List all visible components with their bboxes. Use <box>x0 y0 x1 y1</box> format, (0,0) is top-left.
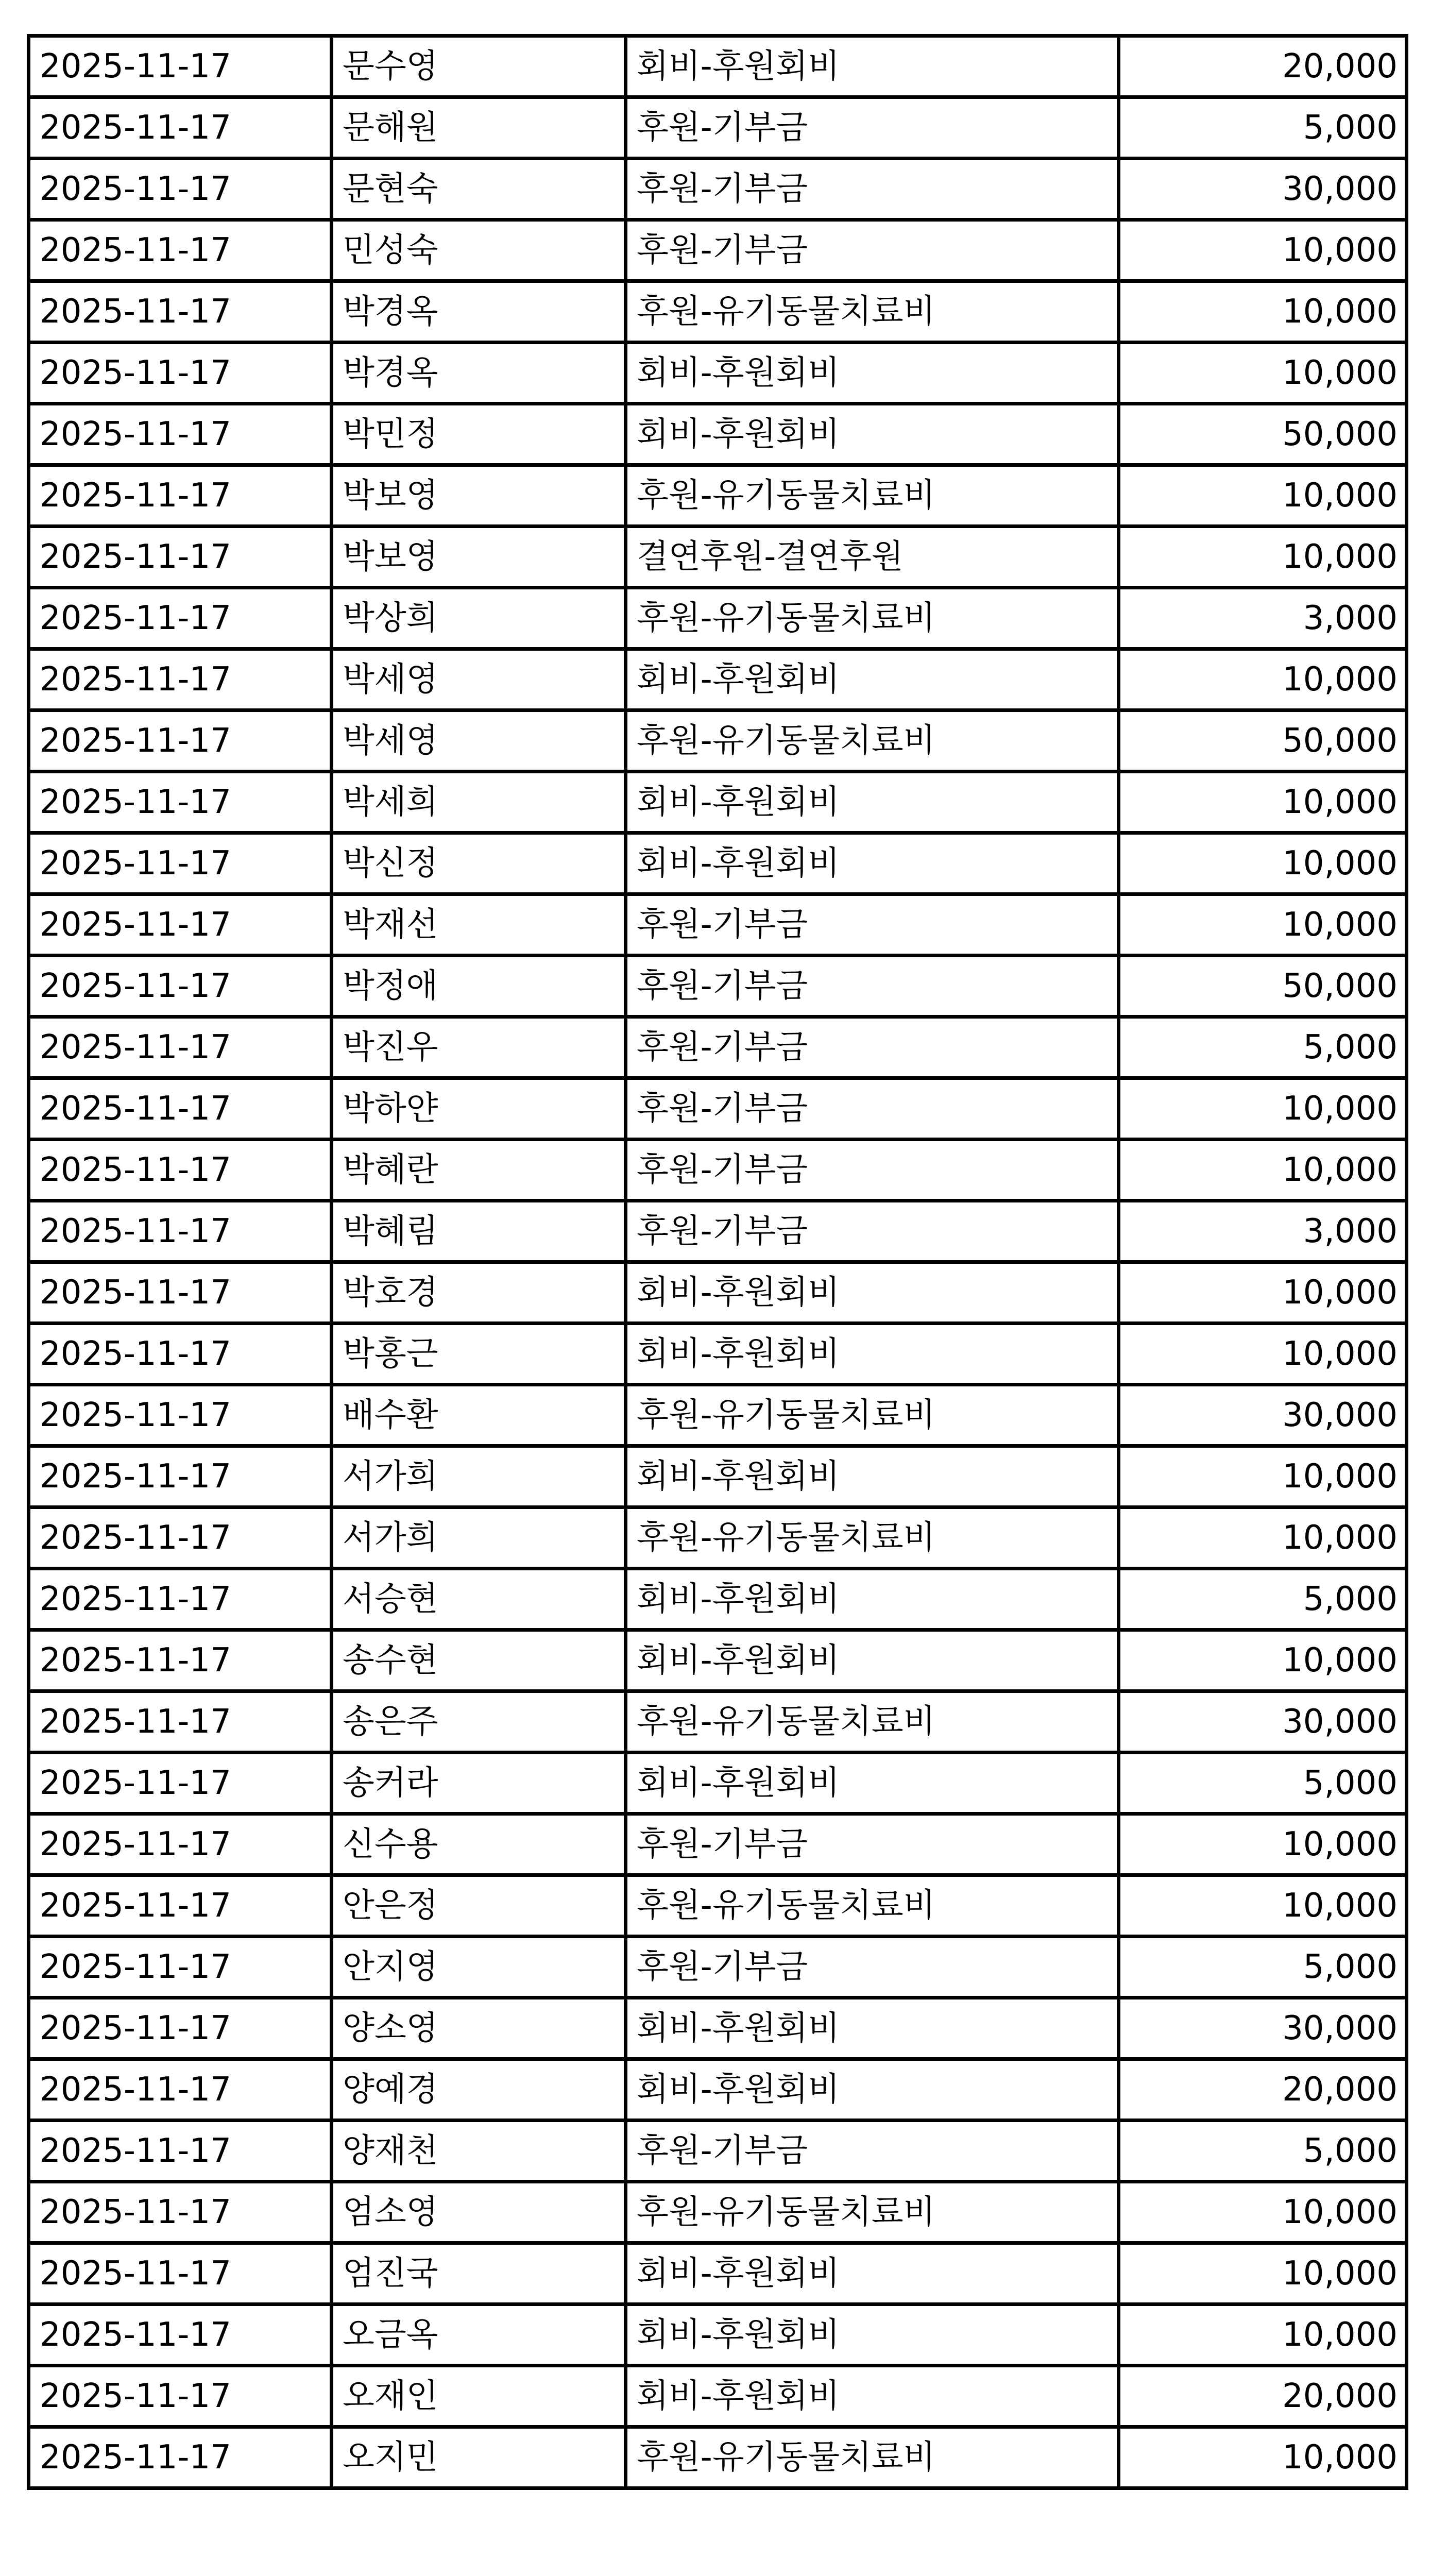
donor-name-cell: 민성숙 <box>332 220 626 281</box>
amount-cell: 10,000 <box>1119 527 1407 588</box>
amount-cell: 10,000 <box>1119 1078 1407 1140</box>
donor-name-cell: 박상희 <box>332 588 626 649</box>
date-cell: 2025-11-17 <box>29 649 332 710</box>
amount-cell: 3,000 <box>1119 1201 1407 1262</box>
category-cell: 회비-후원회비 <box>626 1753 1119 1814</box>
amount-cell: 10,000 <box>1119 649 1407 710</box>
category-cell: 후원-기부금 <box>626 159 1119 220</box>
amount-cell: 10,000 <box>1119 2243 1407 2304</box>
donor-name-cell: 박정애 <box>332 956 626 1017</box>
date-cell: 2025-11-17 <box>29 1385 332 1446</box>
donor-name-cell: 오지민 <box>332 2427 626 2488</box>
table-row <box>29 220 1407 281</box>
category-cell: 회비-후원회비 <box>626 2059 1119 2121</box>
donation-ledger-table <box>27 34 1408 2490</box>
date-cell: 2025-11-17 <box>29 527 332 588</box>
amount-cell: 5,000 <box>1119 97 1407 159</box>
table-row <box>29 2304 1407 2366</box>
table-row <box>29 1630 1407 1691</box>
amount-cell: 50,000 <box>1119 956 1407 1017</box>
date-cell: 2025-11-17 <box>29 894 332 956</box>
donor-name-cell: 문수영 <box>332 36 626 97</box>
date-cell: 2025-11-17 <box>29 1507 332 1569</box>
table-row <box>29 1875 1407 1937</box>
table-row <box>29 343 1407 404</box>
table-row <box>29 2059 1407 2121</box>
amount-cell: 50,000 <box>1119 710 1407 772</box>
category-cell: 회비-후원회비 <box>626 343 1119 404</box>
category-cell: 후원-유기동물치료비 <box>626 1507 1119 1569</box>
table-row <box>29 1937 1407 1998</box>
table-row <box>29 1753 1407 1814</box>
category-cell: 후원-유기동물치료비 <box>626 281 1119 343</box>
donor-name-cell: 박신정 <box>332 833 626 894</box>
category-cell: 회비-후원회비 <box>626 833 1119 894</box>
donor-name-cell: 안지영 <box>332 1937 626 1998</box>
donor-name-cell: 송커라 <box>332 1753 626 1814</box>
table-row <box>29 588 1407 649</box>
amount-cell: 10,000 <box>1119 833 1407 894</box>
table-row <box>29 649 1407 710</box>
date-cell: 2025-11-17 <box>29 1262 332 1324</box>
table-row <box>29 772 1407 833</box>
date-cell: 2025-11-17 <box>29 220 332 281</box>
date-cell: 2025-11-17 <box>29 1814 332 1875</box>
date-cell: 2025-11-17 <box>29 281 332 343</box>
donor-name-cell: 엄소영 <box>332 2182 626 2243</box>
table-row <box>29 2182 1407 2243</box>
date-cell: 2025-11-17 <box>29 2182 332 2243</box>
table-row <box>29 1140 1407 1201</box>
amount-cell: 10,000 <box>1119 1814 1407 1875</box>
table-row <box>29 1569 1407 1630</box>
category-cell: 회비-후원회비 <box>626 1569 1119 1630</box>
table-row <box>29 97 1407 159</box>
category-cell: 회비-후원회비 <box>626 2304 1119 2366</box>
date-cell: 2025-11-17 <box>29 1569 332 1630</box>
date-cell: 2025-11-17 <box>29 97 332 159</box>
table-row <box>29 527 1407 588</box>
date-cell: 2025-11-17 <box>29 772 332 833</box>
table-row <box>29 159 1407 220</box>
amount-cell: 10,000 <box>1119 1446 1407 1507</box>
category-cell: 후원-유기동물치료비 <box>626 465 1119 527</box>
donor-name-cell: 박혜란 <box>332 1140 626 1201</box>
date-cell: 2025-11-17 <box>29 956 332 1017</box>
donor-name-cell: 엄진국 <box>332 2243 626 2304</box>
date-cell: 2025-11-17 <box>29 1201 332 1262</box>
date-cell: 2025-11-17 <box>29 1324 332 1385</box>
donor-name-cell: 박호경 <box>332 1262 626 1324</box>
table-row <box>29 2427 1407 2488</box>
amount-cell: 30,000 <box>1119 1385 1407 1446</box>
date-cell: 2025-11-17 <box>29 404 332 465</box>
amount-cell: 10,000 <box>1119 2182 1407 2243</box>
donor-name-cell: 양소영 <box>332 1998 626 2059</box>
amount-cell: 10,000 <box>1119 772 1407 833</box>
table-row <box>29 2121 1407 2182</box>
table-row <box>29 404 1407 465</box>
donor-name-cell: 서승현 <box>332 1569 626 1630</box>
table-row <box>29 281 1407 343</box>
table-row <box>29 833 1407 894</box>
date-cell: 2025-11-17 <box>29 1998 332 2059</box>
category-cell: 후원-유기동물치료비 <box>626 1691 1119 1753</box>
amount-cell: 10,000 <box>1119 343 1407 404</box>
amount-cell: 5,000 <box>1119 1569 1407 1630</box>
amount-cell: 20,000 <box>1119 2366 1407 2427</box>
date-cell: 2025-11-17 <box>29 710 332 772</box>
donor-name-cell: 박세영 <box>332 649 626 710</box>
donor-name-cell: 박진우 <box>332 1017 626 1078</box>
amount-cell: 10,000 <box>1119 1262 1407 1324</box>
category-cell: 회비-후원회비 <box>626 36 1119 97</box>
amount-cell: 20,000 <box>1119 2059 1407 2121</box>
table-row <box>29 2366 1407 2427</box>
amount-cell: 10,000 <box>1119 220 1407 281</box>
donor-name-cell: 서가희 <box>332 1446 626 1507</box>
category-cell: 후원-기부금 <box>626 97 1119 159</box>
table-row <box>29 1814 1407 1875</box>
table-row <box>29 956 1407 1017</box>
date-cell: 2025-11-17 <box>29 2121 332 2182</box>
date-cell: 2025-11-17 <box>29 1630 332 1691</box>
donor-name-cell: 박세영 <box>332 710 626 772</box>
amount-cell: 3,000 <box>1119 588 1407 649</box>
date-cell: 2025-11-17 <box>29 1753 332 1814</box>
category-cell: 회비-후원회비 <box>626 2243 1119 2304</box>
table-row <box>29 1017 1407 1078</box>
category-cell: 후원-기부금 <box>626 1814 1119 1875</box>
date-cell: 2025-11-17 <box>29 1875 332 1937</box>
date-cell: 2025-11-17 <box>29 1446 332 1507</box>
amount-cell: 10,000 <box>1119 1875 1407 1937</box>
amount-cell: 10,000 <box>1119 1507 1407 1569</box>
category-cell: 회비-후원회비 <box>626 404 1119 465</box>
category-cell: 후원-기부금 <box>626 1937 1119 1998</box>
amount-cell: 10,000 <box>1119 894 1407 956</box>
category-cell: 후원-기부금 <box>626 1140 1119 1201</box>
category-cell: 후원-기부금 <box>626 1017 1119 1078</box>
category-cell: 후원-기부금 <box>626 1201 1119 1262</box>
date-cell: 2025-11-17 <box>29 833 332 894</box>
amount-cell: 5,000 <box>1119 2121 1407 2182</box>
date-cell: 2025-11-17 <box>29 1691 332 1753</box>
amount-cell: 5,000 <box>1119 1753 1407 1814</box>
donor-name-cell: 박보영 <box>332 527 626 588</box>
date-cell: 2025-11-17 <box>29 2059 332 2121</box>
category-cell: 회비-후원회비 <box>626 2366 1119 2427</box>
donor-name-cell: 박하얀 <box>332 1078 626 1140</box>
table-row <box>29 1507 1407 1569</box>
donor-name-cell: 오금옥 <box>332 2304 626 2366</box>
table-row <box>29 1998 1407 2059</box>
category-cell: 회비-후원회비 <box>626 772 1119 833</box>
table-row <box>29 1262 1407 1324</box>
category-cell: 회비-후원회비 <box>626 1998 1119 2059</box>
date-cell: 2025-11-17 <box>29 1078 332 1140</box>
amount-cell: 10,000 <box>1119 1140 1407 1201</box>
amount-cell: 20,000 <box>1119 36 1407 97</box>
category-cell: 후원-기부금 <box>626 220 1119 281</box>
amount-cell: 10,000 <box>1119 465 1407 527</box>
donor-name-cell: 박경옥 <box>332 281 626 343</box>
category-cell: 회비-후원회비 <box>626 1262 1119 1324</box>
table-row <box>29 1446 1407 1507</box>
amount-cell: 10,000 <box>1119 1630 1407 1691</box>
category-cell: 후원-유기동물치료비 <box>626 2427 1119 2488</box>
date-cell: 2025-11-17 <box>29 588 332 649</box>
amount-cell: 30,000 <box>1119 1691 1407 1753</box>
table-row <box>29 36 1407 97</box>
date-cell: 2025-11-17 <box>29 2366 332 2427</box>
category-cell: 후원-유기동물치료비 <box>626 1385 1119 1446</box>
donor-name-cell: 박혜림 <box>332 1201 626 1262</box>
table-row <box>29 710 1407 772</box>
donor-name-cell: 박재선 <box>332 894 626 956</box>
donor-name-cell: 송수현 <box>332 1630 626 1691</box>
amount-cell: 30,000 <box>1119 159 1407 220</box>
date-cell: 2025-11-17 <box>29 159 332 220</box>
amount-cell: 10,000 <box>1119 2304 1407 2366</box>
table-row <box>29 1324 1407 1385</box>
date-cell: 2025-11-17 <box>29 2304 332 2366</box>
date-cell: 2025-11-17 <box>29 2243 332 2304</box>
donor-name-cell: 박민정 <box>332 404 626 465</box>
amount-cell: 10,000 <box>1119 281 1407 343</box>
category-cell: 회비-후원회비 <box>626 649 1119 710</box>
donor-name-cell: 오재인 <box>332 2366 626 2427</box>
donor-name-cell: 박보영 <box>332 465 626 527</box>
donor-name-cell: 서가희 <box>332 1507 626 1569</box>
category-cell: 후원-유기동물치료비 <box>626 1875 1119 1937</box>
table-row <box>29 894 1407 956</box>
amount-cell: 10,000 <box>1119 1324 1407 1385</box>
table-row <box>29 1201 1407 1262</box>
donor-name-cell: 양재천 <box>332 2121 626 2182</box>
donor-name-cell: 문현숙 <box>332 159 626 220</box>
amount-cell: 5,000 <box>1119 1937 1407 1998</box>
donor-name-cell: 배수환 <box>332 1385 626 1446</box>
date-cell: 2025-11-17 <box>29 1140 332 1201</box>
donor-name-cell: 안은정 <box>332 1875 626 1937</box>
category-cell: 회비-후원회비 <box>626 1446 1119 1507</box>
table-row <box>29 1078 1407 1140</box>
donor-name-cell: 송은주 <box>332 1691 626 1753</box>
table-row <box>29 1691 1407 1753</box>
amount-cell: 50,000 <box>1119 404 1407 465</box>
amount-cell: 5,000 <box>1119 1017 1407 1078</box>
table-row <box>29 1385 1407 1446</box>
date-cell: 2025-11-17 <box>29 1937 332 1998</box>
category-cell: 회비-후원회비 <box>626 1324 1119 1385</box>
ledger-body <box>29 36 1407 2488</box>
amount-cell: 10,000 <box>1119 2427 1407 2488</box>
category-cell: 후원-기부금 <box>626 1078 1119 1140</box>
amount-cell: 30,000 <box>1119 1998 1407 2059</box>
category-cell: 후원-기부금 <box>626 894 1119 956</box>
date-cell: 2025-11-17 <box>29 2427 332 2488</box>
category-cell: 회비-후원회비 <box>626 1630 1119 1691</box>
date-cell: 2025-11-17 <box>29 36 332 97</box>
date-cell: 2025-11-17 <box>29 465 332 527</box>
category-cell: 후원-유기동물치료비 <box>626 710 1119 772</box>
category-cell: 후원-기부금 <box>626 956 1119 1017</box>
donor-name-cell: 박홍근 <box>332 1324 626 1385</box>
category-cell: 후원-유기동물치료비 <box>626 2182 1119 2243</box>
donor-name-cell: 박세희 <box>332 772 626 833</box>
donor-name-cell: 양예경 <box>332 2059 626 2121</box>
category-cell: 결연후원-결연후원 <box>626 527 1119 588</box>
donor-name-cell: 신수용 <box>332 1814 626 1875</box>
donor-name-cell: 문해원 <box>332 97 626 159</box>
donor-name-cell: 박경옥 <box>332 343 626 404</box>
table-row <box>29 465 1407 527</box>
table-row <box>29 2243 1407 2304</box>
date-cell: 2025-11-17 <box>29 1017 332 1078</box>
category-cell: 후원-기부금 <box>626 2121 1119 2182</box>
date-cell: 2025-11-17 <box>29 343 332 404</box>
category-cell: 후원-유기동물치료비 <box>626 588 1119 649</box>
